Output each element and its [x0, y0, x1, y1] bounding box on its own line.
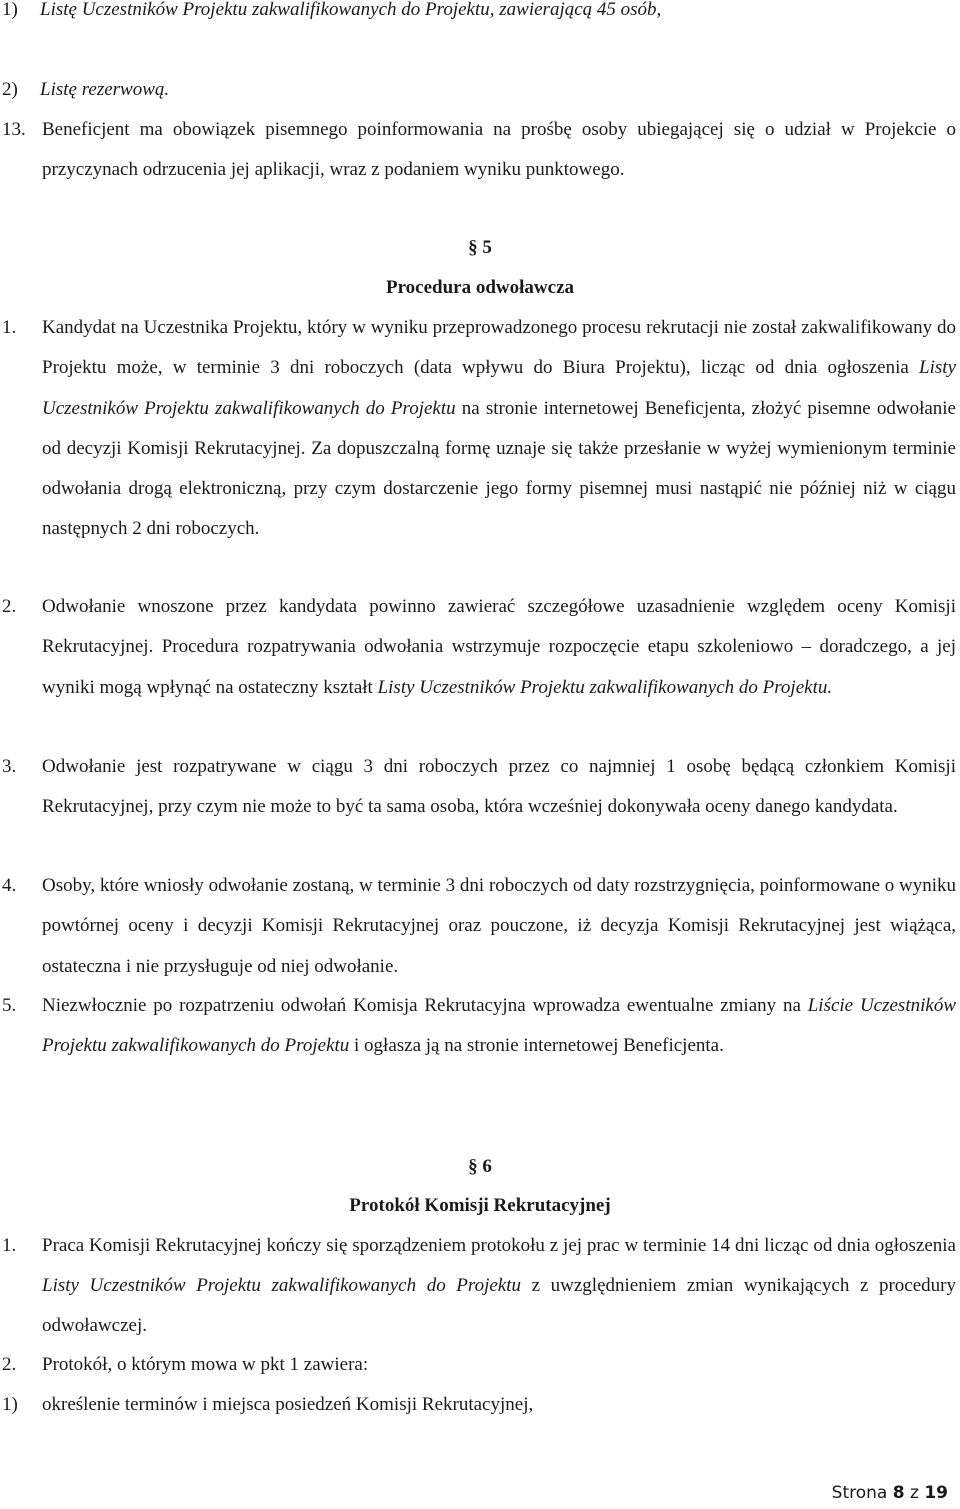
page-label: Strona [831, 1483, 888, 1503]
section5-item-5 [2, 986, 956, 1067]
current-page-number: 8 [892, 1483, 905, 1503]
item-text: Protokół, o którym mowa w pkt 1 zawiera: [42, 1354, 369, 1375]
item-number: 2. [2, 596, 17, 617]
list-item [2, 70, 956, 110]
list-number: 1) [2, 0, 18, 20]
section5-item-1 [2, 308, 956, 550]
list-text: Listę Uczestników Projektu zakwalifikowanych do Projektu, zawierającą 45 osób, [40, 0, 662, 20]
section-sign: § 6 [468, 1156, 492, 1177]
section5-item-4 [2, 866, 956, 987]
section5-item-3 [2, 747, 956, 827]
item-text: Odwołanie wnoszone przez kandydata powinno zawierać szczegółowe uzasadnienie względem oceny Komisji Rekrutacyjnej. Procedura rozpatrywania odwołania wstrzymuje rozpoczęcie etapu szkoleniowo – doradczego, a jej wyniki mogą wpłynąć na ostateczny kształt Listy Uczestników Projektu zakwalifikowanych do Projektu. [42, 596, 956, 698]
item-number: 2. [2, 1354, 17, 1375]
page-separator: z [909, 1483, 919, 1503]
section6-item-1 [2, 1226, 956, 1345]
item-text: Kandydat na Uczestnika Projektu, który w wyniku przeprowadzonego procesu rekrutacji nie został zakwalifikowany do Projektu może, w terminie 3 dni roboczych (data wpływu do Biura Projektu), licząc od dnia ogłoszenia Listy Uczestników Projektu zakwalifikowanych do Projektu na stronie internetowej Beneficjenta, złożyć pisemne odwołanie od decyzji Komisji Rekrutacyjnej. Za dopuszczalną formę uznaje się także przesłanie w wyżej wymienionym terminie odwołania drogą elektroniczną, przy czym dostarczenie jego formy pisemnej musi nastąpić nie później niż w ciągu następnych 2 dni roboczych. [42, 317, 956, 540]
item-number: 3. [2, 756, 17, 777]
item-text: Osoby, które wniosły odwołanie zostaną, w terminie 3 dni roboczych od daty rozstrzygnięcia, poinformowane o wyniku powtórnej oceny i decyzji Komisji Rekrutacyjnej oraz pouczone, iż decyzja Komisji Rekrutacyjnej jest wiążąca, ostateczna i nie przysługuje od niej odwołanie. [42, 875, 956, 977]
section-title: Procedura odwoławcza [385, 277, 575, 298]
item-text: Niezwłocznie po rozpatrzeniu odwołań Komisja Rekrutacyjna wprowadza ewentualne zmiany na Liście Uczestników Projektu zakwalifikowanych do Projektu i ogłasza ją na stronie internetowej Beneficjenta. [42, 995, 956, 1057]
list-number: 1) [2, 1394, 18, 1415]
section-title: Protokół Komisji Rekrutacyjnej [349, 1195, 611, 1216]
item-number: 5. [2, 995, 17, 1016]
item-number: 1. [2, 1235, 17, 1256]
section6-item-2 [2, 1345, 956, 1385]
paragraph-text: Beneficjent ma obowiązek pisemnego poinformowania na prośbę osoby ubiegającej się o udział w Projekcie o przyczynach odrzucenia jej aplikacji, wraz z podaniem wyniku punktowego. [42, 119, 956, 181]
section-sign: § 5 [468, 237, 492, 258]
list-text: określenie terminów i miejsca posiedzeń Komisji Rekrutacyjnej, [42, 1394, 534, 1415]
paragraph-number: 13. [2, 119, 26, 140]
section6-subitem-1 [2, 1385, 956, 1425]
list-item [2, 0, 956, 30]
page-footer [832, 1483, 948, 1503]
paragraph-item-13 [2, 110, 956, 191]
total-page-count: 19 [924, 1483, 948, 1503]
section5-item-2 [2, 587, 956, 708]
list-number: 2) [2, 79, 18, 100]
item-text: Odwołanie jest rozpatrywane w ciągu 3 dni roboczych przez co najmniej 1 osobę będącą członkiem Komisji Rekrutacyjnej, przy czym nie może to być ta sama osoba, która wcześniej dokonywała oceny danego kandydata. [42, 756, 956, 817]
item-number: 4. [2, 875, 17, 896]
item-number: 1. [2, 317, 17, 338]
item-text: Praca Komisji Rekrutacyjnej kończy się sporządzeniem protokołu z jej prac w terminie 14 dni licząc od dnia ogłoszenia Listy Uczestników Projektu zakwalifikowanych do Projektu z uwzględnieniem zmian wynikających z procedury odwoławczej. [42, 1235, 957, 1336]
list-text: Listę rezerwową. [40, 79, 170, 100]
